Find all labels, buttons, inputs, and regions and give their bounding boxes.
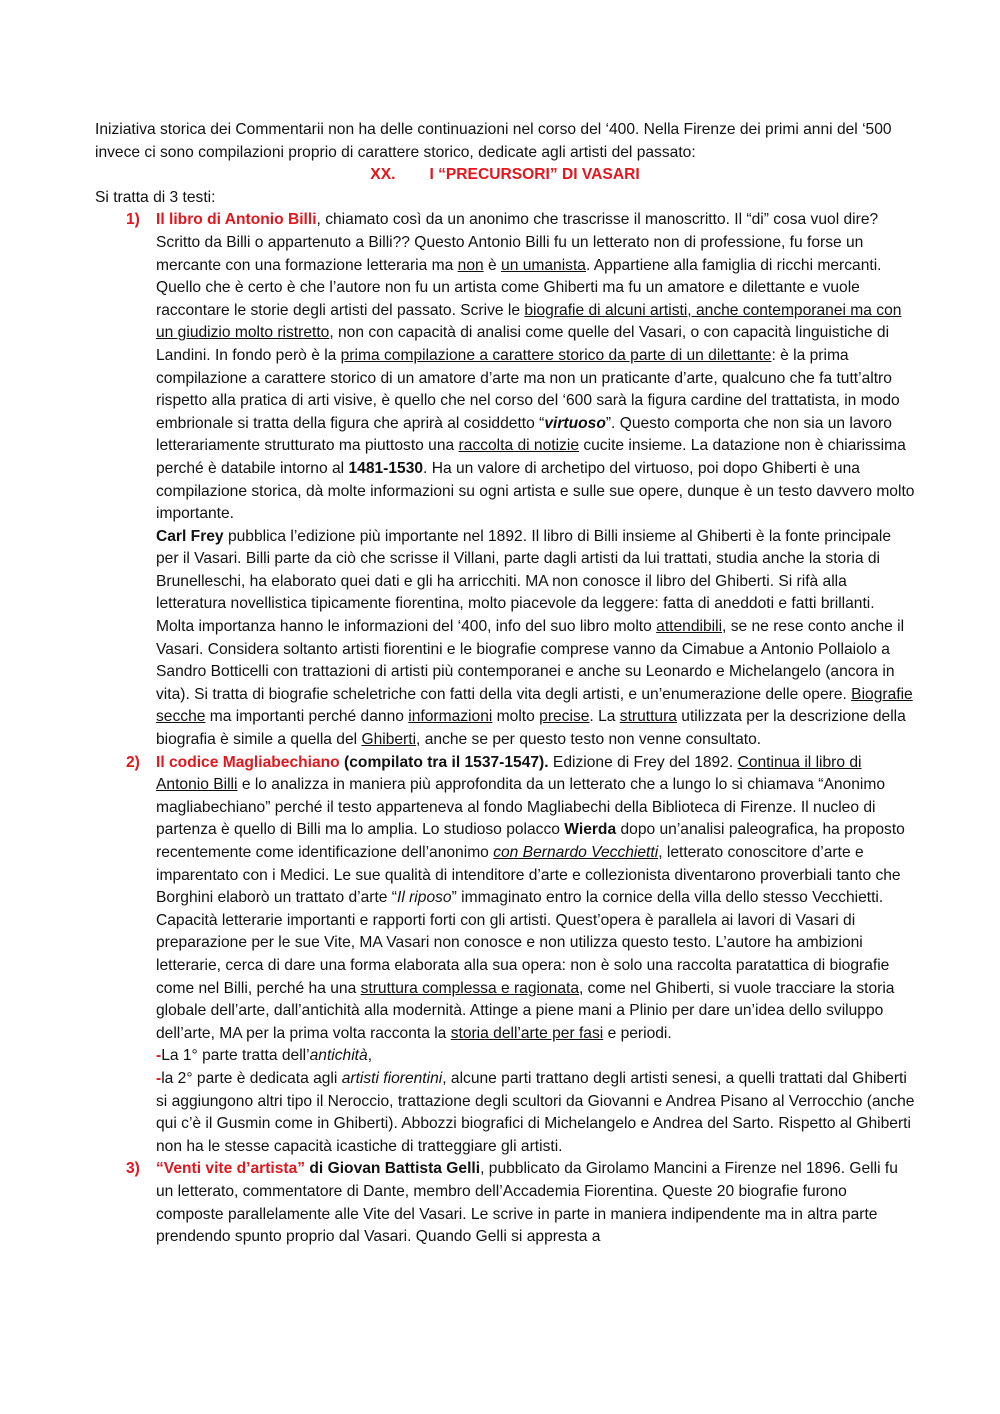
underlined-text: struttura complessa e ragionata — [360, 979, 580, 997]
frey-paragraph — [156, 526, 915, 752]
text-run: : è la prima compilazione a carattere storico di un amatore d’arte ma non un praticante d’arte, qualcuno che fa tutt’altro rispetto alla pratica di arti visive, è quello che nel corso del ‘600 sarà la figura cardine del trattatista, in modo embrionale si tratta della figura che aprirà al cosiddetto “ — [156, 346, 900, 432]
text-run: . Ha un valore di archetipo del virtuoso, poi dopo Ghiberti è una compilazione storica, dà molte informazioni su ogni artista e sulle sue opere, dunque è un testo davvero molto importante. — [156, 459, 915, 523]
text-run: , letterato conoscitore d’arte e imparentato con i Medici. Le sue qualità di intenditore d’arte e collezionista diventarono proverbiali tanto che Borghini elaborò un trattato d’arte “ — [156, 844, 901, 907]
dash-marker: - — [156, 1069, 162, 1087]
text-run: . Appartiene alla famiglia di ricchi mercanti. Quello che è certo è che l’autore non fu un artista come Ghiberti ma fu un amatore e dilettante e vuole raccontare le storie degli artisti del passato. Scrive le — [156, 256, 882, 319]
list-item-magliabechiano — [95, 752, 915, 1159]
section-number: XX. — [370, 166, 396, 184]
text-run: e lo analizza in maniera più approfondita da un letterato che a lungo lo si chiamava “Anonimo magliabechiano” perché il testo apparteneva al fondo Magliabechi della Biblioteca di Firenze. Il nucleo di partenza è quello di Billi ma lo amplia. Lo studioso polacco — [156, 776, 886, 839]
text-run: , alcune parti trattano degli artisti senesi, a quelli trattati dal Ghiberti si aggiungono altri tipo il Neroccio, trattazione degli scultori da Giovanni e Andrea Pisano al Verrocchio (anche qui c’è il Gusmin come in Ghiberti). Abbozzi biografici di Michelangelo e Andrea del Sarto. Rispetto al Ghiberti non ha le stesse capacità icastiche di tratteggiare gli artisti. — [156, 1069, 915, 1155]
text-run: cucite insieme. La datazione non è chiarissima perché è databile intorno al — [156, 437, 906, 477]
scholar-name: Wierda — [564, 821, 617, 839]
magliabechiano-paragraph — [156, 752, 915, 1046]
text-run: . La — [589, 708, 620, 726]
list-item-billi — [95, 209, 915, 751]
document-page — [95, 119, 915, 1249]
list-marker: 2) — [126, 753, 140, 771]
underlined-italic-text: con Bernardo Vecchietti — [493, 844, 659, 861]
text-run: ma importanti perché danno — [205, 708, 409, 726]
text-run: dopo un’analisi paleografica, ha proposto recentemente come identificazione dell’anonimo — [156, 821, 905, 861]
magliabechiano-title: Il codice Magliabechiano — [156, 753, 340, 771]
underlined-text: attendibili — [656, 618, 723, 636]
billi-paragraph — [156, 209, 915, 525]
underlined-text: un umanista — [501, 256, 586, 274]
billi-title: Il libro di Antonio Billi — [156, 211, 317, 229]
underlined-text: informazioni — [408, 708, 493, 726]
underlined-text: storia dell’arte per fasi — [450, 1024, 604, 1042]
text-run: la 2° parte è dedicata agli — [161, 1069, 342, 1087]
text-run: , anche se per questo testo non venne consultato. — [416, 731, 762, 749]
text-run: , se ne rese conto anche il Vasari. Considera soltanto artisti fiorentini e le biografie comprese vanno da Cimabue a Antonio Pollaiolo a Sandro Botticelli con trattazioni di artisti più contemporanei e anche su Leonardo e Michelangelo (ancora in vita). Si tratta di biografie scheletriche con fatti della vita degli artisti, e un’enumerazione delle opere. — [156, 618, 905, 703]
italic-text: artisti fiorentini — [341, 1069, 443, 1087]
text-run: ” immaginato entro la cornice della villa dello stesso Vecchietti. Capacità letterarie importanti e rapporti forti con gli artisti. Quest’opera è parallela ai lavori di Vasari di preparazione per le sue Vite, MA Vasari non conosce e non utilizza questo testo. L’autore ha ambizioni letterarie, cerca di dare una forma elaborata alla sua opera: non è solo una raccolta paratattica di biografie come nel Billi, perché ha una — [156, 889, 890, 997]
underlined-text: prima compilazione a carattere storico da parte di un dilettante — [340, 346, 772, 364]
text-run: ”. Questo comporta che non sia un lavoro letterariamente strutturato ma piuttosto una — [156, 414, 892, 455]
text-run: , chiamato così da un anonimo che trascrisse il manoscritto. Il “di” cosa vuol dire? Scritto da Billi o appartenuto a Billi?? Questo Antonio Billi fu un letterato non di professione, fu forse un mercante con una formazione letteraria ma — [156, 211, 879, 274]
text-run: , come nel Ghiberti, si vuole tracciare la storia globale dell’arte, dall’antichità alla modernità. Attinge a piene mani a Plinio per dare un’idea dello sviluppo dell’arte, MA per la prima volta racconta la — [156, 979, 895, 1042]
italic-text: antichità — [309, 1047, 368, 1065]
author-name: di Giovan Battista Gelli — [305, 1160, 481, 1178]
text-run: utilizzata per la descrizione della biografia è simile a quella del — [156, 708, 906, 749]
italic-text: Il riposo — [396, 889, 452, 907]
text-run: , — [367, 1047, 373, 1065]
text-run: , pubblicato da Girolamo Mancini a Firenze nel 1896. Gelli fu un letterato, commentatore di Dante, membro dell’Accademia Fiorentina. Queste 20 biografie furono composte parallelamente alle Vite del Vasari. Le scrive in parte in maniera indipendente ma in altra parte prendendo spunto proprio dal Vasari. Quando Gelli si appresta a — [156, 1160, 898, 1246]
emphasis-text: virtuoso — [544, 414, 606, 432]
text-run: , non con capacità di analisi come quelle del Vasari, o con capacità linguistiche di Landini. In fondo però è la — [156, 324, 890, 364]
section-title: I “PRECURSORI” DI VASARI — [429, 166, 640, 184]
text-run: è — [483, 256, 502, 274]
part-two-line — [156, 1068, 915, 1158]
list-marker: 1) — [126, 211, 140, 229]
list-lead: Si tratta di 3 testi: — [95, 188, 216, 206]
text-run: molto — [492, 708, 540, 726]
list-item-gelli — [95, 1158, 915, 1248]
author-name: Carl Frey — [156, 527, 224, 545]
date-range: (compilato tra il 1537-1547). — [339, 753, 549, 771]
underlined-text: non — [457, 256, 484, 274]
underlined-text: raccolta di notizie — [458, 437, 579, 455]
precursors-list — [95, 209, 915, 1248]
underlined-text: Continua il libro di Antonio Billi — [156, 753, 862, 794]
date-range: 1481-1530 — [348, 459, 424, 477]
section-heading — [95, 164, 915, 187]
underlined-text: Ghiberti — [361, 731, 417, 749]
part-one-line — [156, 1045, 915, 1068]
gelli-paragraph — [156, 1158, 915, 1248]
text-run: pubblica l’edizione più importante nel 1892. Il libro di Billi insieme al Ghiberti è la fonte principale per il Vasari. Billi parte da ciò che scrisse il Villani, parte dagli artisti da lui trattati, studia anche la storia di Brunelleschi, ha elaborato quei dati e gli ha arricchiti. MA non conosce il libro del Ghiberti. Si rifà alla letteratura novellistica tipicamente fiorentina, molto piacevole da leggere: fatta di aneddoti e fatti brillanti. Molta importanza hanno le informazioni del ‘400, info del suo libro molto — [156, 527, 892, 636]
dash-marker: - — [156, 1047, 162, 1065]
underlined-text: Biografie secche — [156, 685, 913, 726]
text-run: Edizione di Frey del 1892. — [548, 753, 738, 771]
gelli-title: “Venti vite d’artista” — [156, 1160, 306, 1178]
underlined-text: precise — [539, 708, 590, 726]
text-run: La 1° parte tratta dell’ — [161, 1047, 310, 1065]
intro-paragraph: Iniziativa storica dei Commentarii non ha delle continuazioni nel corso del ‘400. Nella Firenze dei primi anni del ‘500 invece ci sono compilazioni proprio di carattere storico, dedicate agli artisti del passato: — [95, 121, 892, 161]
underlined-text: struttura — [619, 708, 677, 726]
text-run: e periodi. — [603, 1024, 672, 1042]
list-marker: 3) — [126, 1160, 140, 1178]
underlined-text: biografie di alcuni artisti, anche contemporanei ma con un giudizio molto ristretto — [156, 301, 902, 342]
